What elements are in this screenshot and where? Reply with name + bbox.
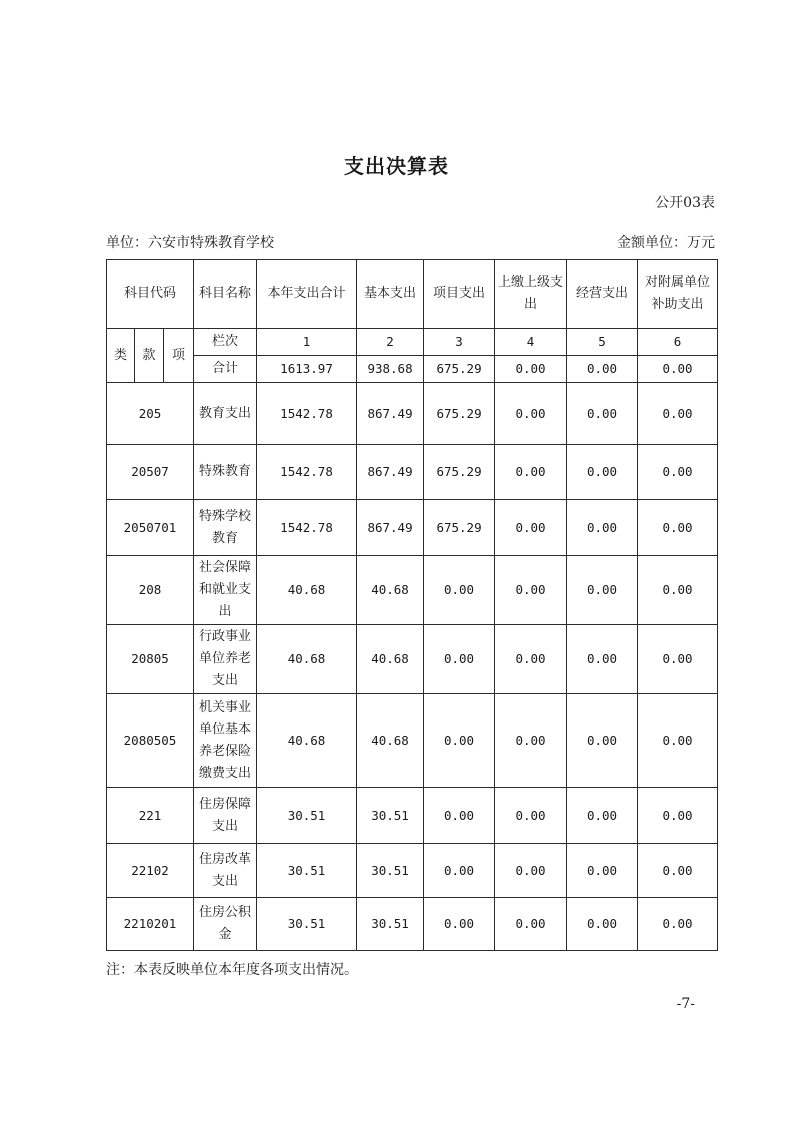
column-index-3: 3 — [424, 329, 495, 356]
total-value: 0.00 — [567, 356, 638, 383]
row-value: 0.00 — [567, 788, 638, 844]
row-value: 0.00 — [638, 556, 718, 625]
header-lanci: 栏次 — [194, 329, 257, 356]
row-value: 0.00 — [638, 445, 718, 500]
table-row — [107, 383, 718, 445]
header-project: 项目支出 — [424, 260, 495, 329]
row-code: 205 — [107, 383, 194, 445]
row-value: 1542.78 — [257, 500, 357, 556]
row-value: 30.51 — [257, 788, 357, 844]
header-lei: 类 — [107, 329, 135, 383]
row-value: 0.00 — [495, 625, 567, 694]
row-value: 0.00 — [495, 383, 567, 445]
header-row — [107, 260, 718, 329]
row-value: 1542.78 — [257, 445, 357, 500]
row-value: 30.51 — [257, 844, 357, 898]
table-row — [107, 445, 718, 500]
header-basic: 基本支出 — [357, 260, 424, 329]
header-subsidy: 对附属单位补助支出 — [638, 260, 718, 329]
column-index-row — [107, 329, 718, 356]
row-value: 0.00 — [567, 445, 638, 500]
expenditure-table — [106, 259, 718, 951]
row-value: 0.00 — [638, 383, 718, 445]
row-name: 特殊教育 — [194, 445, 257, 500]
row-code: 2210201 — [107, 898, 194, 951]
unit-label: 单位：六安市特殊教育学校 — [106, 235, 274, 251]
row-code: 2050701 — [107, 500, 194, 556]
row-value: 0.00 — [495, 500, 567, 556]
row-value: 40.68 — [357, 556, 424, 625]
row-value: 0.00 — [638, 898, 718, 951]
row-value: 0.00 — [567, 844, 638, 898]
row-name: 住房保障支出 — [194, 788, 257, 844]
total-value: 938.68 — [357, 356, 424, 383]
row-name: 行政事业单位养老支出 — [194, 625, 257, 694]
row-value: 0.00 — [495, 445, 567, 500]
row-value: 40.68 — [257, 694, 357, 788]
row-value: 0.00 — [495, 844, 567, 898]
row-value: 30.51 — [357, 788, 424, 844]
table-note: 注：本表反映单位本年度各项支出情况。 — [106, 962, 358, 978]
page-title: 支出决算表 — [344, 154, 449, 178]
header-code: 科目代码 — [107, 260, 194, 329]
row-value: 0.00 — [638, 788, 718, 844]
total-value: 675.29 — [424, 356, 495, 383]
row-value: 30.51 — [357, 898, 424, 951]
row-value: 867.49 — [357, 445, 424, 500]
table-row — [107, 500, 718, 556]
row-value: 0.00 — [495, 788, 567, 844]
total-row — [107, 356, 718, 383]
header-total: 本年支出合计 — [257, 260, 357, 329]
row-value: 40.68 — [257, 556, 357, 625]
table-row — [107, 898, 718, 951]
header-name: 科目名称 — [194, 260, 257, 329]
row-name: 住房公积金 — [194, 898, 257, 951]
row-value: 867.49 — [357, 500, 424, 556]
row-value: 0.00 — [567, 625, 638, 694]
column-index-5: 5 — [567, 329, 638, 356]
row-name: 教育支出 — [194, 383, 257, 445]
row-value: 0.00 — [495, 694, 567, 788]
row-value: 0.00 — [567, 500, 638, 556]
header-xiang: 项 — [164, 329, 194, 383]
row-value: 0.00 — [495, 898, 567, 951]
column-index-2: 2 — [357, 329, 424, 356]
total-value: 1613.97 — [257, 356, 357, 383]
row-code: 22102 — [107, 844, 194, 898]
row-value: 0.00 — [424, 788, 495, 844]
header-operating: 经营支出 — [567, 260, 638, 329]
column-index-6: 6 — [638, 329, 718, 356]
row-value: 40.68 — [357, 625, 424, 694]
row-value: 40.68 — [357, 694, 424, 788]
row-code: 20507 — [107, 445, 194, 500]
row-value: 675.29 — [424, 383, 495, 445]
row-value: 30.51 — [257, 898, 357, 951]
form-number: 公开03表 — [655, 195, 715, 211]
row-value: 0.00 — [638, 500, 718, 556]
row-value: 0.00 — [638, 694, 718, 788]
row-value: 0.00 — [638, 625, 718, 694]
row-code: 221 — [107, 788, 194, 844]
row-value: 867.49 — [357, 383, 424, 445]
row-value: 30.51 — [357, 844, 424, 898]
row-value: 0.00 — [567, 694, 638, 788]
row-name: 社会保障和就业支出 — [194, 556, 257, 625]
header-kuan: 款 — [135, 329, 164, 383]
table-row — [107, 788, 718, 844]
row-value: 0.00 — [424, 556, 495, 625]
total-label: 合计 — [194, 356, 257, 383]
column-index-1: 1 — [257, 329, 357, 356]
row-value: 0.00 — [424, 844, 495, 898]
row-value: 0.00 — [567, 556, 638, 625]
row-value: 675.29 — [424, 445, 495, 500]
row-value: 0.00 — [638, 844, 718, 898]
row-value: 0.00 — [567, 383, 638, 445]
row-value: 0.00 — [424, 694, 495, 788]
row-value: 0.00 — [424, 625, 495, 694]
table-row — [107, 694, 718, 788]
total-value: 0.00 — [495, 356, 567, 383]
row-value: 40.68 — [257, 625, 357, 694]
header-upper: 上缴上级支出 — [495, 260, 567, 329]
row-value: 1542.78 — [257, 383, 357, 445]
row-value: 0.00 — [567, 898, 638, 951]
table-row — [107, 625, 718, 694]
amount-unit: 金额单位：万元 — [617, 235, 715, 251]
total-value: 0.00 — [638, 356, 718, 383]
row-code: 2080505 — [107, 694, 194, 788]
row-value: 0.00 — [495, 556, 567, 625]
column-index-4: 4 — [495, 329, 567, 356]
row-name: 特殊学校教育 — [194, 500, 257, 556]
row-value: 0.00 — [424, 898, 495, 951]
row-value: 675.29 — [424, 500, 495, 556]
table-row — [107, 844, 718, 898]
row-name: 住房改革支出 — [194, 844, 257, 898]
row-code: 20805 — [107, 625, 194, 694]
page-number: -7- — [676, 996, 695, 1012]
row-code: 208 — [107, 556, 194, 625]
table-row — [107, 556, 718, 625]
row-name: 机关事业单位基本养老保险缴费支出 — [194, 694, 257, 788]
